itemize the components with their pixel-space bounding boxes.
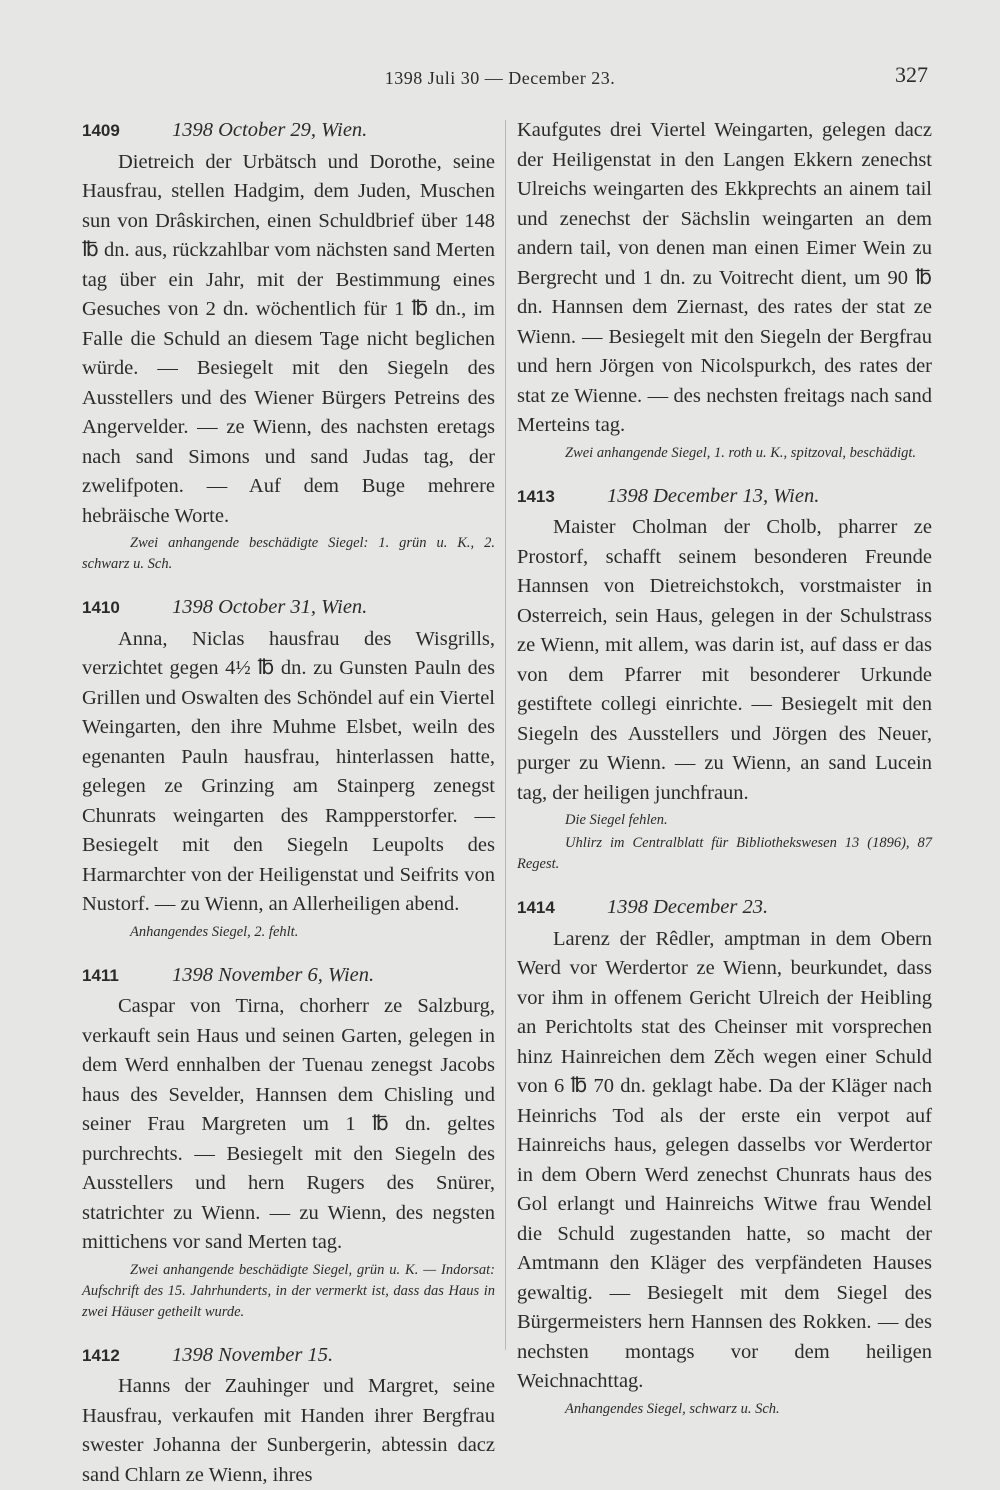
- entry-head: [517, 482, 932, 512]
- entry-head: [517, 893, 932, 923]
- entry-1413: [517, 482, 932, 876]
- entry-number: 1413: [517, 482, 607, 512]
- entry-1412-continued: [517, 116, 932, 464]
- running-head: 1398 Juli 30 — December 23.: [0, 68, 1000, 89]
- entry-head: [82, 961, 495, 991]
- entry-number: 1414: [517, 893, 607, 923]
- entry-note: Zwei anhangende beschädigte Siegel: 1. grün u. K., 2. schwarz u. Sch.: [82, 533, 495, 575]
- entry-number: 1410: [82, 593, 172, 623]
- entry-head: [82, 1341, 495, 1371]
- entry-number: 1409: [82, 116, 172, 146]
- entry-number: 1411: [82, 961, 172, 991]
- entry-note: Zwei anhangende Siegel, 1. roth u. K., spitzoval, beschädigt.: [517, 443, 932, 464]
- left-column: [82, 116, 495, 1490]
- entry-head: [82, 116, 495, 146]
- entry-note: Zwei anhangende beschädigte Siegel, grün u. K. — Indorsat: Aufschrift des 15. Jahrhunderts, in der vermerkt ist, dass das Haus in zwei Häuser getheilt wurde.: [82, 1260, 495, 1323]
- right-column: [517, 116, 932, 1420]
- entry-1414: [517, 893, 932, 1420]
- entry-note: Uhlirz im Centralblatt für Bibliothekswesen 13 (1896), 87 Regest.: [517, 833, 932, 875]
- page-number: 327: [895, 62, 928, 88]
- entry-note: Anhangendes Siegel, 2. fehlt.: [82, 922, 495, 943]
- entry-body-continued: Kaufgutes drei Viertel Weingarten, gelegen dacz der Heiligenstat in den Langen Ekkern zenechst Ulreichs weingarten des Ekkprechts an ainem tail und zenechst der Sächslin weingarten an dem andern tail, von denen man einen Eimer Wein zu Bergrecht und 1 dn. zu Voitrecht dient, um 90 ℔ dn. Hannsen dem Ziernast, des rates der stat ze Wienn. — Besiegelt mit den Siegeln der Bergfrau und hern Jörgen von Nicolspurkch, des rates der stat ze Wienne. — des nechsten freitags nach sand Merteins tag.: [517, 116, 932, 441]
- entry-date: 1398 December 13, Wien.: [607, 482, 819, 512]
- entry-note: Anhangendes Siegel, schwarz u. Sch.: [517, 1399, 932, 1420]
- entry-body: Hanns der Zauhinger und Margret, seine Hausfrau, verkaufen mit Handen ihrer Bergfrau swester Johanna der Sunbergerin, abtessin dacz sand Chlarn ze Wienn, ihres: [82, 1372, 495, 1490]
- entry-1411: [82, 961, 495, 1323]
- entry-date: 1398 November 15.: [172, 1341, 333, 1371]
- entry-date: 1398 November 6, Wien.: [172, 961, 374, 991]
- entry-body: Larenz der Rêdler, amptman in dem Obern Werd vor Werdertor ze Wienn, beurkundet, dass vor ihm in offenem Gericht Ulreich der Heibling an Perichtolts stat des Cheinser mit vorsprechen hinz Hainreichen dem Zěch wegen einer Schuld von 6 ℔ 70 dn. geklagt habe. Da der Kläger nach Heinrichs Tod als der erste ein verpot auf Hainreichs haus, gelegen dasselbs vor Werdertor in dem Obern Werd zenechst Chunrats haus des Gol erlangt und Hainreichs Witwe frau Wendel die Schuld zugestanden hatte, so macht der Amtmann den Kläger des verpfändeten Hauses gewaltig. — Besiegelt mit dem Siegel des Bürgermeisters hern Hannsen des Rokken. — des nechsten montags vor dem heiligen Weichnachttag.: [517, 925, 932, 1397]
- entry-body: Dietreich der Urbätsch und Dorothe, seine Hausfrau, stellen Hadgim, dem Juden, Muschen sun von Drâskirchen, einen Schuldbrief über 148 ℔ dn. aus, rückzahlbar vom nächsten sand Merten tag über ein Jahr, mit der Bestimmung eines Gesuches von 2 dn. wöchentlich für 1 ℔ dn., im Falle die Schuld an diesem Tage nicht beglichen würde. — Besiegelt mit den Siegeln des Ausstellers und des Wiener Bürgers Petreins des Angervelder. — ze Wienn, des nachsten eretags nach sand Simons und sand Judas tag, der zwelifpoten. — Auf dem Buge mehrere hebräische Worte.: [82, 148, 495, 532]
- entry-body: Maister Cholman der Cholb, pharrer ze Prostorf, schafft seinem besonderen Freunde Hannsen von Dietreichstokch, vorstmaister in Osterreich, sein Haus, gelegen in der Schulstrass ze Wienn, mit allem, was darin ist, auf dass er das von dem Pfarrer mit besonderer Urkunde gestiftete collegi einrichte. — Besiegelt mit den Siegeln des Ausstellers und Jörgen des Neuer, purger zu Wienn. — zu Wienn, an sand Lucein tag, der heiligen junchfraun.: [517, 513, 932, 808]
- entry-head: [82, 593, 495, 623]
- entry-number: 1412: [82, 1341, 172, 1371]
- entry-body: Anna, Niclas hausfrau des Wisgrills, verzichtet gegen 4½ ℔ dn. zu Gunsten Pauln des Grillen und Oswalten des Schöndel auf ein Viertel Weingarten, den ihre Muhme Elsbet, weiln des egenanten Pauln hausfrau, hinterlassen hatte, gelegen ze Grinzing am Stainperg zenegst Chunrats weingarten des Rampperstorfer. — Besiegelt mit den Siegeln Leupolts des Harmarchter von der Heiligenstat und Seifrits von Nustorf. — zu Wienn, an Allerheiligen abend.: [82, 625, 495, 920]
- entry-note: Die Siegel fehlen.: [517, 810, 932, 831]
- entry-1412: [82, 1341, 495, 1490]
- entry-date: 1398 October 29, Wien.: [172, 116, 367, 146]
- column-divider: [505, 120, 506, 1350]
- entry-1409: [82, 116, 495, 575]
- entry-body: Caspar von Tirna, chorherr ze Salzburg, verkauft sein Haus und seinen Garten, gelegen in dem Werd ennhalben der Tuenau zenegst Jacobs haus des Sevelder, Hannsen dem Chisling und seiner Frau Margreten um 1 ℔ dn. geltes purchrechts. — Besiegelt mit den Siegeln des Ausstellers und hern Rugers des Snürer, statrichter zu Wienn. — zu Wienn, des negsten mittichens vor sand Merten tag.: [82, 992, 495, 1258]
- entry-date: 1398 December 23.: [607, 893, 768, 923]
- entry-date: 1398 October 31, Wien.: [172, 593, 367, 623]
- entry-1410: [82, 593, 495, 943]
